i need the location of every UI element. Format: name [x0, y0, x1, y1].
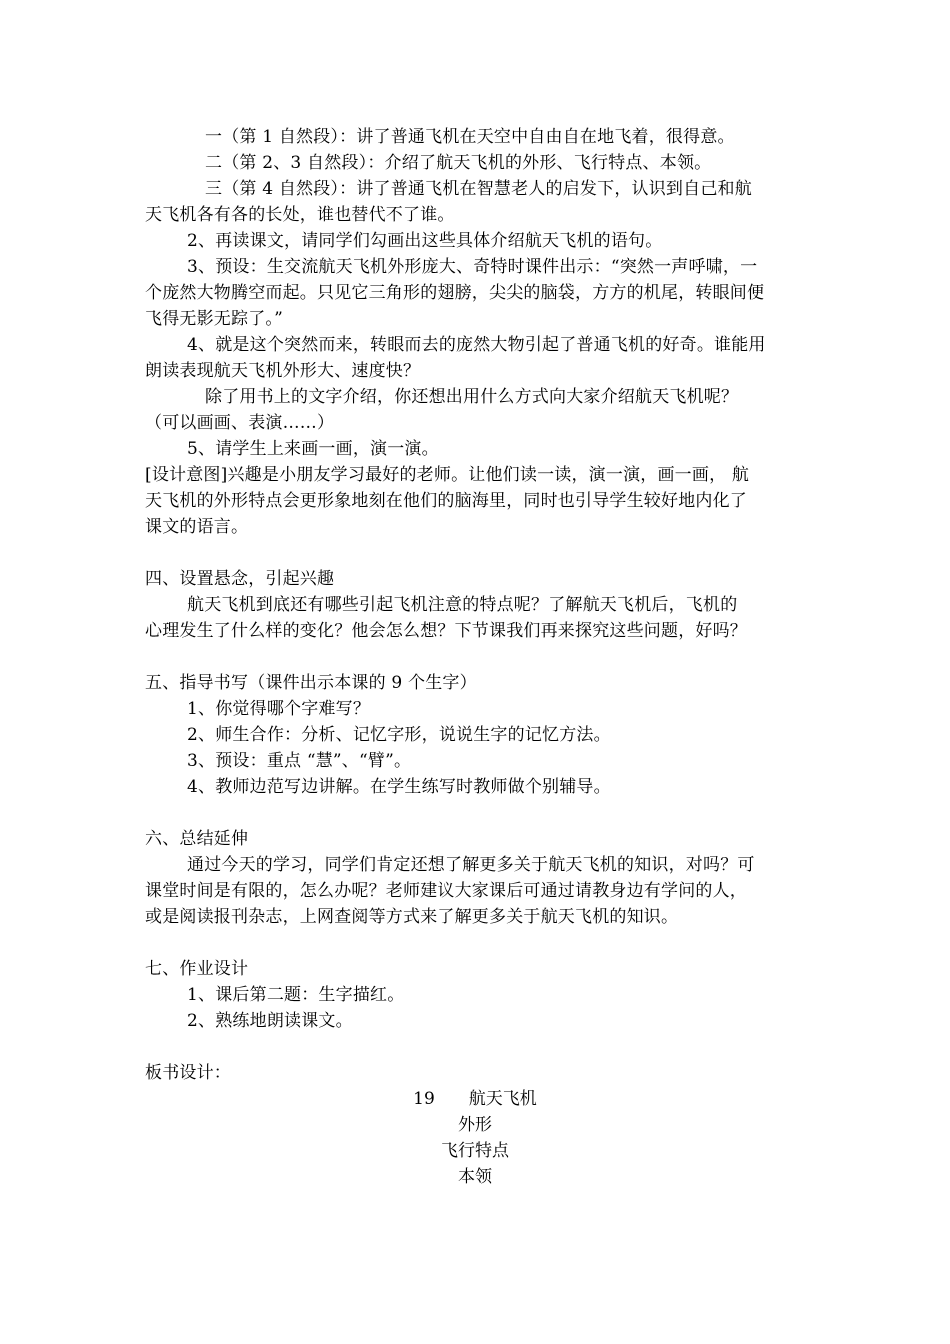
homework-item-1: 1、课后第二题：生字描红。: [187, 985, 405, 1005]
step-5: 5、请学生上来画一画，演一演。: [187, 439, 439, 459]
board-item-flight-features: 飞行特点: [441, 1141, 509, 1161]
step-4-question: 除了用书上的文字介绍，你还想出用什么方式向大家介绍航天飞机呢？: [205, 387, 739, 407]
writing-step-3: 3、预设：重点 “慧”、“臂”。: [187, 751, 412, 771]
section-six-text: 通过今天的学习，同学们肯定还想了解更多关于航天飞机的知识，对吗？可: [187, 855, 755, 875]
outline-part-three-cont: 天飞机各有各的长处，谁也替代不了谁。: [145, 205, 455, 225]
board-design-label: 板书设计：: [145, 1063, 231, 1083]
step-3-cont: 个庞然大物腾空而起。只见它三角形的翅膀，尖尖的脑袋，方方的机尾，转眼间便: [145, 283, 765, 303]
outline-part-one: 一（第 1 自然段）：讲了普通飞机在天空中自由自在地飞着，很得意。: [205, 127, 735, 147]
outline-part-three: 三（第 4 自然段）：讲了普通飞机在智慧老人的启发下，认识到自己和航: [205, 179, 752, 199]
design-intent: [设计意图]兴趣是小朋友学习最好的老师。让他们读一读，演一演，画一画， 航: [145, 465, 750, 485]
board-item-appearance: 外形: [458, 1115, 492, 1135]
section-heading-four: 四、设置悬念，引起兴趣: [145, 569, 335, 589]
outline-part-two: 二（第 2、3 自然段）：介绍了航天飞机的外形、飞行特点、本领。: [205, 153, 712, 173]
homework-item-2: 2、熟练地朗读课文。: [187, 1011, 353, 1031]
design-intent-cont: 天飞机的外形特点会更形象地刻在他们的脑海里，同时也引导学生较好地内化了: [145, 491, 747, 511]
section-heading-five: 五、指导书写（课件出示本课的 9 个生字）: [145, 673, 477, 693]
design-intent-cont: 课文的语言。: [145, 517, 249, 537]
section-six-text-cont: 课堂时间是有限的，怎么办呢？老师建议大家课后可通过请教身边有学问的人，: [145, 881, 747, 901]
writing-step-2: 2、师生合作：分析、记忆字形，说说生字的记忆方法。: [187, 725, 611, 745]
step-4-cont: 朗读表现航天飞机外形大、速度快？: [145, 361, 421, 381]
section-six-text-cont: 或是阅读报刊杂志，上网查阅等方式来了解更多关于航天飞机的知识。: [145, 907, 679, 927]
step-3-cont: 飞得无影无踪了。”: [145, 309, 283, 329]
writing-step-4: 4、教师边范写边讲解。在学生练写时教师做个别辅导。: [187, 777, 611, 797]
section-four-text-cont: 心理发生了什么样的变化？他会怎么想？下节课我们再来探究这些问题，好吗？: [145, 621, 747, 641]
section-heading-six: 六、总结延伸: [145, 829, 249, 849]
section-four-text: 航天飞机到底还有哪些引起飞机注意的特点呢？了解航天飞机后，飞机的: [187, 595, 738, 615]
step-4: 4、就是这个突然而来，转眼而去的庞然大物引起了普通飞机的好奇。谁能用: [187, 335, 766, 355]
step-2: 2、再读课文，请同学们勾画出这些具体介绍航天飞机的语句。: [187, 231, 663, 251]
section-heading-seven: 七、作业设计: [145, 959, 249, 979]
board-item-abilities: 本领: [458, 1167, 492, 1187]
step-4-note: （可以画画、表演……）: [145, 413, 335, 433]
writing-step-1: 1、你觉得哪个字难写？: [187, 699, 371, 719]
step-3: 3、预设：生交流航天飞机外形庞大、奇特时课件出示：“突然一声呼啸，一: [187, 257, 758, 277]
board-title: 19 航天飞机: [413, 1089, 537, 1109]
